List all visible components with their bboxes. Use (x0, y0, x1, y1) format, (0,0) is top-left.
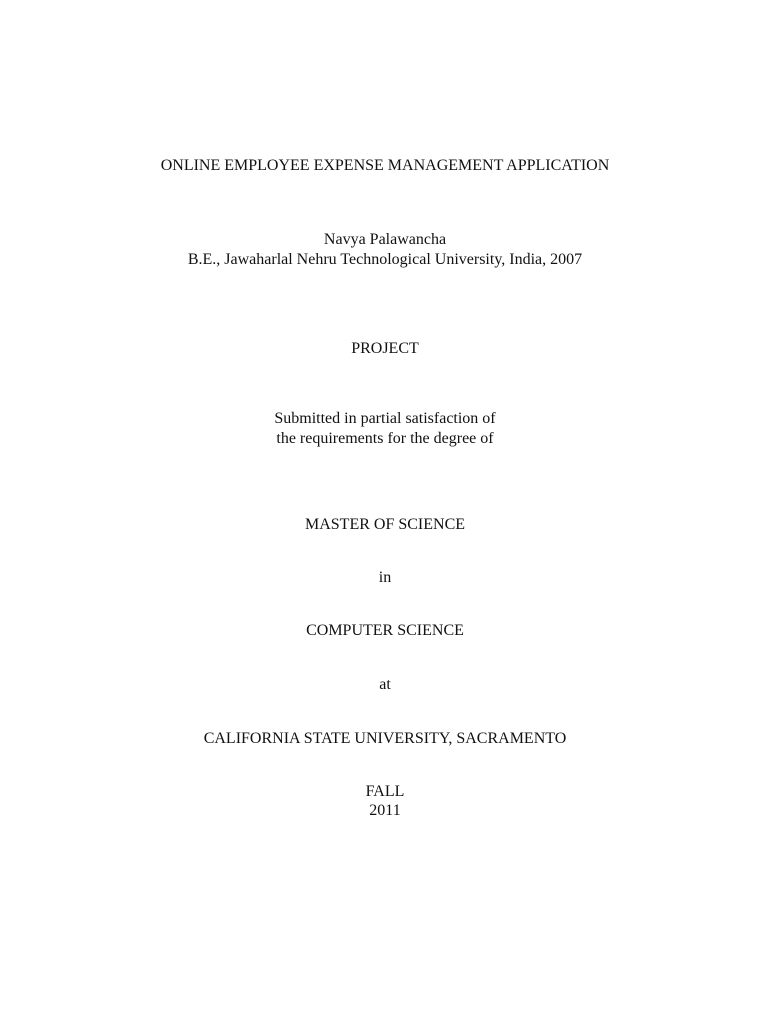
author-name: Navya Palawancha (323, 231, 447, 248)
degree-name: MASTER OF SCIENCE (304, 516, 466, 533)
submission-term: FALL (365, 783, 405, 800)
in-connector: in (378, 569, 392, 586)
submission-statement-line-1: Submitted in partial satisfaction of (274, 410, 496, 427)
submission-statement-line-2: the requirements for the degree of (276, 430, 494, 447)
submission-year: 2011 (369, 802, 401, 819)
document-title: ONLINE EMPLOYEE EXPENSE MANAGEMENT APPLICATION (160, 157, 610, 174)
document-type: PROJECT (351, 340, 419, 357)
university-name: CALIFORNIA STATE UNIVERSITY, SACRAMENTO (203, 730, 567, 747)
prior-degree: B.E., Jawaharlal Nehru Technological University, India, 2007 (187, 251, 583, 268)
field-of-study: COMPUTER SCIENCE (306, 622, 464, 639)
at-connector: at (379, 676, 391, 693)
